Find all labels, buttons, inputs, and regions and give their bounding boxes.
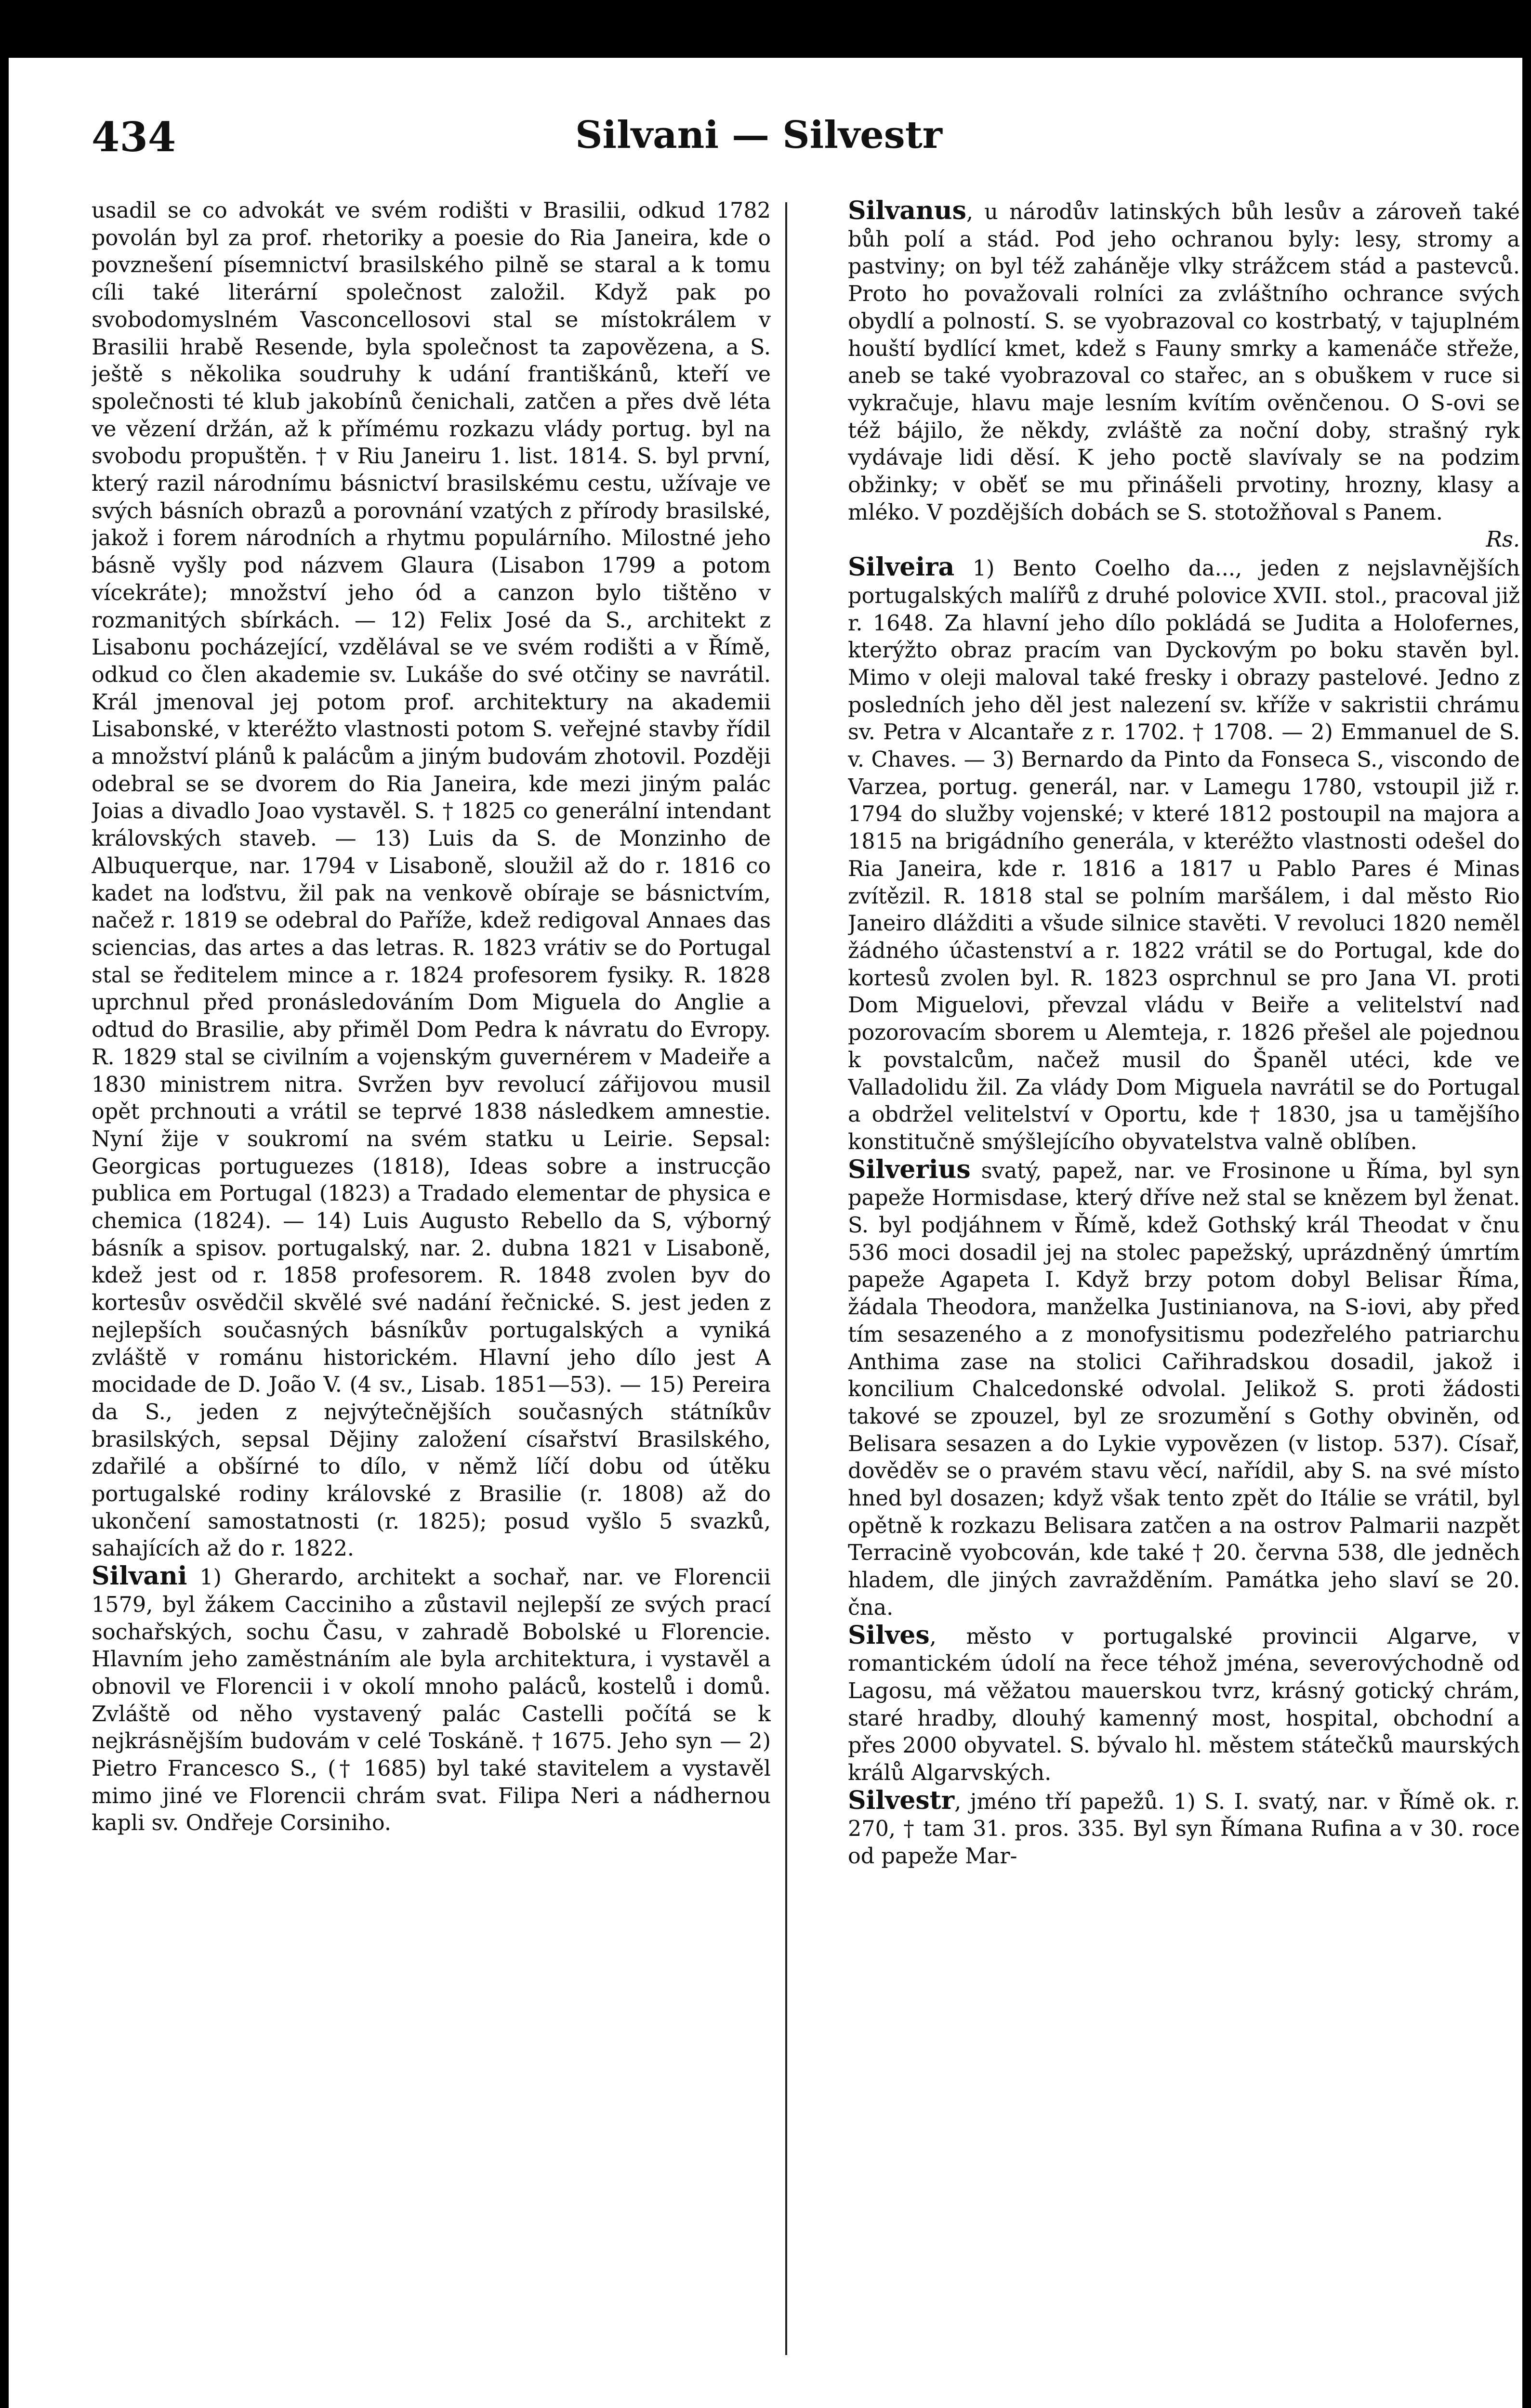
- entry-text: svatý, papež, nar. ve Frosinone u Říma, byl syn papeže Hormisdase, který dříve než stal se knězem byl ženat. S. byl podjáhnem v Římě, kdež Gothský král Theodat v čnu 536 moci dosadil jej na stolec papežský, uprázdněný úmrtím papeže Agapeta I. Když brzy potom dobyl Belisar Říma, žádala Theodora, manželka Justinianova, na S-iovi, aby před tím sesazeného a z monofysitismu podezřelého patriarchu Anthima zase na stolici Cařihradskou dosadil, jakož i koncilium Chalcedonské odvolal. Jelikož S. proti žádosti takové se zpouzel, byl ze srozumění s Gothy obviněn, od Belisara sesazen a do Lykie vypovězen (v listop. 537). Císař, dověděv se o pravém stavu věcí, nařídil, aby S. na své místo hned byl dosazen; když však tento zpět do Itálie se vrátil, byl opětně k rozkazu Belisara zatčen a na ostrov Palmarii nazpět Terracině vyobcován, kde také † 20. června 538, dle jedněch hladem, dle jiných zavražděním. Památka jeho slaví se 20. čna.: [848, 1158, 1520, 1620]
- entry-headword: Silverius: [848, 1154, 971, 1184]
- left-column: [92, 197, 771, 2374]
- entry-text: 1) Bento Coelho da..., jeden z nejslavnějších portugalských malířů z druhé polovice XVII. stol., pracoval již r. 1648. Za hlavní jeho dílo pokládá se Judita a Holofernes, kterýžto obraz pracím van Dyckovým po boku stavěn byl. Mimo v oleji maloval také fresky i obrazy pastelové. Jedno z posledních jeho děl jest nalezení sv. kříže v sakristii chrámu sv. Petra v Alcantaře z r. 1702. † 1708. — 2) Emmanuel de S. v. Chaves. — 3) Bernardo da Pinto da Fonseca S., viscondo de Varzea, portug. generál, nar. v Lamegu 1780, vstoupil již r. 1794 do služby vojenské; v které 1812 postoupil na majora a 1815 na brigádního generála, v kteréžto vlastnosti odešel do Ria Janeira, kde r. 1816 a 1817 u Pablo Pares é Minas zvítězil. R. 1818 stal se polním maršálem, i dal město Rio Janeiro dlážditi a všude silnice stavěti. V revoluci 1820 neměl žádného účastenství a r. 1822 vrátil se do Portugal, kde do kortesů zvolen byl. R. 1823 osprchnul se pro Jana VI. proti Dom Miguelovi, převzal vládu v Beiře a velitelství nad pozorovacím sborem u Alemteja, r. 1826 přešel ale pojednou k povstalcům, načež musil do Španěl utéci, kde ve Valladolidu žil. Za vlády Dom Miguela navrátil se do Portugal a obdržel velitelství v Oportu, kde † 1830, jsa u tamějšího konstitučně smýšlejícího obyvatelstva valně oblíben.: [848, 556, 1520, 1154]
- entry-headword: Silves: [848, 1620, 930, 1650]
- entry-headword: Silvanus: [848, 197, 966, 225]
- entry-paragraph: [848, 1156, 1520, 1622]
- entry-text: usadil se co advokát ve svém rodišti v Brasilii, odkud 1782 povolán byl za prof. rhetoriky a poesie do Ria Janeira, kde o povznešení písemnictví brasilského pilně se staral a k tomu cíli také literární společnost založil. Když pak po svobodomyslném Vasconcellosovi stal se místokrálem v Brasilii hrabě Resende, byla společnost ta zapovězena, a S. ještě s několika soudruhy k udání františkánů, kteří ve společnosti té klub jakobínů čenichali, zatčen a přes dvě léta ve vězení držán, až k přímému rozkazu vlády portug. byl na svobodu propuštěn. † v Riu Janeiru 1. list. 1814. S. byl první, který razil národnímu básnictví brasilskému cestu, užívaje ve svých básních obrazů a porovnání vzatých z přírody brasilské, jakož i forem národních a rhytmu populárního. Milostné jeho básně vyšly pod názvem Glaura (Lisabon 1799 a potom vícekráte); množství jeho ód a canzon bylo tištěno v rozmanitých sbírkách. — 12) Felix José da S., architekt z Lisabonu pocházející, vzdělával se ve svém rodišti a v Římě, odkud co člen akademie sv. Lukáše do své otčiny se navrátil. Král jmenoval jej potom prof. architektury na akademii Lisabonské, v kteréžto vlastnosti potom S. veřejné stavby řídil a množství plánů k palácům a jiným budovám zhotovil. Později odebral se se dvorem do Ria Janeira, kde mezi jiným palác Joias a divadlo Joao vystavěl. S. † 1825 co generální intendant královských staveb. — 13) Luis da S. de Monzinho de Albuquerque, nar. 1794 v Lisaboně, sloužil až do r. 1816 co kadet na loďstvu, žil pak na venkově obíraje se básnictvím, načež r. 1819 se odebral do Paříže, kdež redigoval Annaes das sciencias, das artes a das letras. R. 1823 vrátiv se do Portugal stal se ředitelem mince a r. 1824 profesorem fysiky. R. 1828 uprchnul před pronásledováním Dom Miguela do Anglie a odtud do Brasilie, aby přiměl Dom Pedra k návratu do Evropy. R. 1829 stal se civilním a vojenským guvernérem v Madeiře a 1830 ministrem nitra. Svržen byv revolucí zářijovou musil opět prchnouti a vrátil se teprvé 1838 následkem amnestie. Nyní žije v soukromí na svém statku u Leirie. Sepsal: Georgicas portuguezes (1818), Ideas sobre a instrucção publica em Portugal (1823) a Tradado elementar de physica e chemica (1824). — 14) Luis Augusto Rebello da S, výborný básník a spisov. portugalský, nar. 2. dubna 1821 v Lisaboně, kdež jest od r. 1858 profesorem. R. 1848 zvolen byv do kortesův osvědčil skvělé své nadání řečnické. S. jest jeden z nejlepších současných básníkův portugalských a vyniká zvláště v románu historickém. Hlavní jeho dílo jest A mocidade de D. João V. (4 sv., Lisab. 1851—53). — 15) Pereira da S., jeden z nejvýtečnějších současných státníkův brasilských, sepsal Dějiny založení císařství Brasilského, zdařilé a obšírné to dílo, v němž líčí dobu od útěku portugalské rodiny královské z Brasilie (r. 1808) až do ukončení samostatnosti (r. 1825); posud vyšlo 5 svazků, sahajících až do r. 1822.: [92, 198, 771, 1561]
- entry-headword: Silvestr: [848, 1785, 955, 1815]
- entry-paragraph: [848, 554, 1520, 1156]
- entry-text: , město v portugalské provincii Algarve, v romantickém údolí na řece téhož jména, severovýchodně od Lagosu, má věžatou mauerskou tvrz, krásný gotický chrám, staré hradby, dlouhý kamenný most, hospital, obchodní a přes 2000 obyvatel. S. bývalo hl. městem státečků maurských králů Algarvských.: [848, 1624, 1520, 1786]
- page-number: 434: [92, 113, 176, 161]
- entry-headword: Silvani: [92, 1561, 187, 1591]
- column-divider: [785, 202, 787, 2355]
- entry-paragraph: [92, 1563, 771, 1837]
- entry-headword: Silveira: [848, 552, 955, 582]
- entry-text: 1) Gherardo, architekt a sochař, nar. ve Florencii 1579, byl žákem Cacciniho a zůstavil nejlepší ze svých prací sochařských, sochu Času, v zahradě Bobolské u Florencie. Hlavním jeho zaměstnáním ale byla architektura, i vystavěl a obnovil ve Florencii i v okolí mnoho paláců, kostelů i domů. Zvláště od něho vystavený palác Castelli počítá se k nejkrásnějším budovám v celé Toskáně. † 1675. Jeho syn — 2) Pietro Francesco S., († 1685) byl také stavitelem a vystavěl mimo jiné ve Florencii chrám svat. Filipa Neri a nádhernou kapli sv. Ondřeje Corsiniho.: [92, 1565, 771, 1836]
- running-head: Silvani — Silvestr: [575, 113, 942, 157]
- entry-paragraph: [848, 1622, 1520, 1787]
- entry-paragraph: [92, 197, 771, 1563]
- entry-text: , jméno tří papežů. 1) S. I. svatý, nar. v Římě ok. r. 270, † tam 31. pros. 335. Byl syn Římana Rufina a v 30. roce od papeže Mar-: [848, 1789, 1520, 1869]
- scan-border-right: [1522, 0, 1531, 2408]
- right-column: [848, 197, 1520, 2374]
- entry-paragraph: [848, 1787, 1520, 1871]
- scan-border-left: [0, 0, 9, 2408]
- entry-text: Rs.: [1486, 527, 1520, 552]
- page-header: [92, 113, 1426, 171]
- signature: [848, 526, 1520, 554]
- entry-text: , u národův latinských bůh lesův a zároveň také bůh polí a stád. Pod jeho ochranou byly: lesy, stromy a pastviny; on byl též zaháněje vlky strážcem stád a pastevců. Proto ho považovali rolníci za zvláštního ochrance svých obydlí a polností. S. se vyobrazoval co kostrbatý, v tajuplném houští bydlící kmet, kdež s Fauny smrky a kamenáče střeže, aneb se také vyobrazoval co stařec, an s obuškem v ruce si vykračuje, hlavu maje lesním kvítím ověnčenou. O S-ovi se též bájilo, že někdy, zvláště za noční doby, strašný ryk vydávaje lidi děsí. K jeho poctě slavívaly se na podzim obžinky; v oběť se mu přinášeli prvotiny, hrozny, klasy a mléko. V pozdějších dobách se S. stotožňoval s Panem.: [848, 200, 1520, 525]
- scan-border-top: [0, 0, 1531, 58]
- entry-paragraph: [848, 197, 1520, 526]
